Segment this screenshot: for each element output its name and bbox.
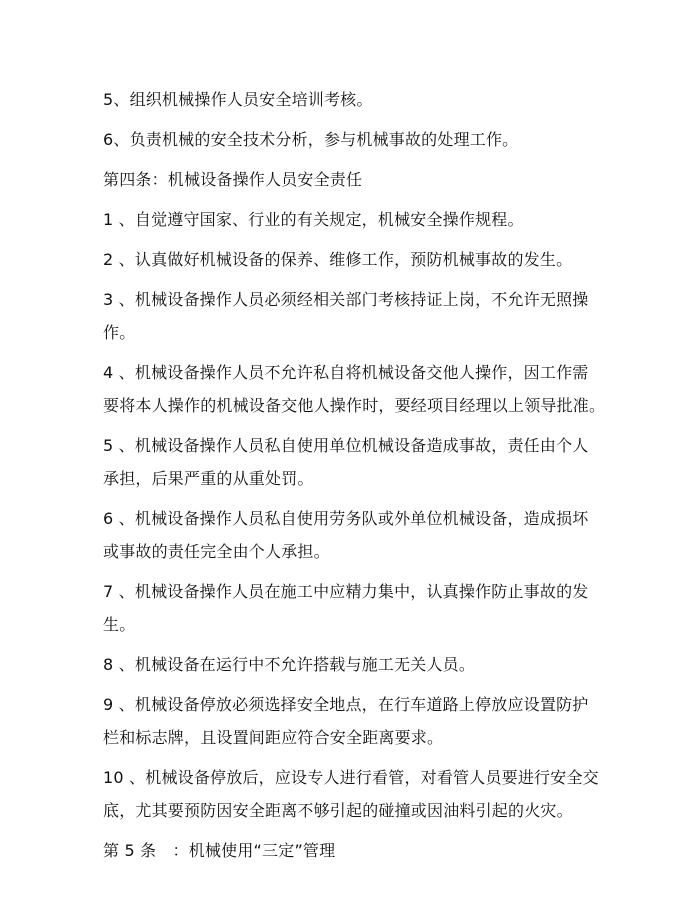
paragraph-line: 第四条：机械设备操作人员安全责任: [103, 170, 363, 189]
paragraph-line: 10 、机械设备停放后，应设专人进行看管，对看管人员要进行安全交: [103, 768, 599, 787]
paragraph-2: [103, 123, 615, 156]
paragraph-line: 8 、机械设备在运行中不允许搭载与施工无关人员。: [103, 655, 476, 674]
paragraph-9: [103, 502, 615, 568]
paragraph-12: [103, 688, 615, 754]
paragraph-line: 作。: [103, 323, 136, 342]
paragraph-6: [103, 283, 615, 349]
paragraph-line: 1 、自觉遵守国家、行业的有关规定，机械安全操作规程。: [103, 210, 524, 229]
paragraph-line: 6 、机械设备操作人员私自使用劳务队或外单位机械设备，造成损坏: [103, 509, 589, 528]
section-heading-article-5: [103, 834, 615, 867]
paragraph-line: 5、组织机械操作人员安全培训考核。: [103, 90, 373, 109]
paragraph-11: [103, 648, 615, 681]
paragraph-line: 5 、机械设备操作人员私自使用单位机械设备造成事故，责任由个人: [103, 436, 589, 455]
paragraph-line: 第 5 条 ：机械使用“三定”管理: [103, 841, 336, 860]
paragraph-line: 承担，后果严重的从重处罚。: [103, 469, 314, 488]
paragraph-line: 或事故的责任完全由个人承担。: [103, 542, 330, 561]
paragraph-line: 2 、认真做好机械设备的保养、维修工作，预防机械事故的发生。: [103, 250, 573, 269]
paragraph-7: [103, 356, 615, 422]
paragraph-line: 6、负责机械的安全技术分析，参与机械事故的处理工作。: [103, 130, 519, 149]
paragraph-line: 要将本人操作的机械设备交他人操作时，要经项目经理以上领导批准。: [103, 396, 606, 415]
paragraph-line: 栏和标志牌，且设置间距应符合安全距离要求。: [103, 728, 444, 747]
paragraph-8: [103, 429, 615, 495]
document-body: [103, 83, 615, 874]
paragraph-line: 底，尤其要预防因安全距离不够引起的碰撞或因油料引起的火灾。: [103, 801, 573, 820]
paragraph-10: [103, 575, 615, 641]
section-heading-article-4: [103, 163, 615, 196]
paragraph-line: 3 、机械设备操作人员必须经相关部门考核持证上岗，不允许无照操: [103, 290, 589, 309]
paragraph-line: 生。: [103, 615, 136, 634]
paragraph-1: [103, 83, 615, 116]
paragraph-13: [103, 761, 615, 827]
paragraph-line: 9 、机械设备停放必须选择安全地点，在行车道路上停放应设置防护: [103, 695, 589, 714]
paragraph-line: 7 、机械设备操作人员在施工中应精力集中，认真操作防止事故的发: [103, 582, 589, 601]
paragraph-line: 4 、机械设备操作人员不允许私自将机械设备交他人操作，因工作需: [103, 363, 589, 382]
paragraph-4: [103, 203, 615, 236]
paragraph-5: [103, 243, 615, 276]
